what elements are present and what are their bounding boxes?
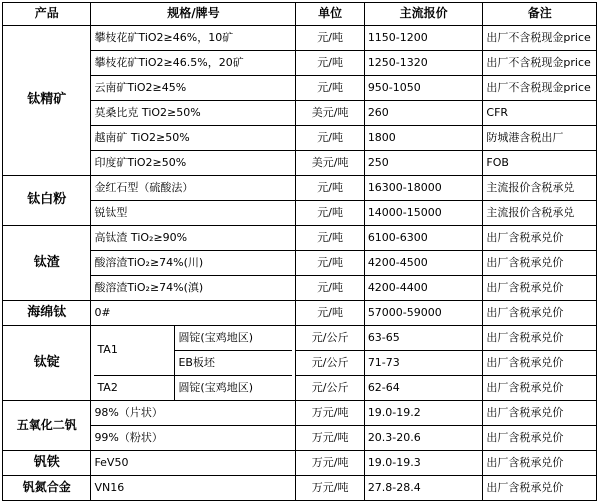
table-row [3,226,597,251]
price-cell: 4200-4400 [364,276,483,301]
table-header-row [3,3,597,26]
price-cell: 1150-1200 [364,26,483,51]
price-cell: 14000-15000 [364,201,483,226]
category-cell: 钛渣 [3,226,91,301]
price-cell: 62-64 [364,376,483,401]
price-cell: 950-1050 [364,76,483,101]
note-cell: 出厂含税承兑价 [483,276,597,301]
price-cell: 260 [364,101,483,126]
spec-cell: 越南矿 TiO2≥50% [91,126,296,151]
table-row [3,126,597,151]
price-cell: 19.0-19.2 [364,401,483,426]
table-row [3,26,597,51]
category-cell: 钛锭 [3,326,91,401]
header-product: 产品 [3,3,91,26]
category-cell: 钒铁 [3,451,91,476]
price-cell: 27.8-28.4 [364,476,483,501]
table-row [3,451,597,476]
unit-cell: 元/吨 [296,51,364,76]
note-cell: 出厂含税承兑价 [483,251,597,276]
price-cell: 4200-4500 [364,251,483,276]
spec-cell: 圆锭(宝鸡地区) [175,326,293,351]
spec-cell: 印度矿TiO2≥50% [91,151,296,176]
unit-cell: 元/吨 [296,126,364,151]
price-cell: 63-65 [364,326,483,351]
spec-cell: 98%（片状） [91,401,296,426]
table-row [3,426,597,451]
table-row [3,201,597,226]
spec-cell: FeV50 [91,451,296,476]
note-cell: 出厂含税承兑价 [483,476,597,501]
price-cell: 71-73 [364,351,483,376]
table-row [3,301,597,326]
note-cell: 出厂含税承兑价 [483,351,597,376]
spec-cell: 圆锭(宝鸡地区) [178,380,254,394]
note-cell: 主流报价含税承兑 [483,176,597,201]
table-row [3,276,597,301]
unit-cell: 元/吨 [296,276,364,301]
note-cell: 出厂含税承兑价 [483,326,597,351]
table-row [3,476,597,501]
price-cell: 1250-1320 [364,51,483,76]
category-cell: 钛精矿 [3,26,91,176]
grade-cell: TA2 [94,376,175,401]
price-table [2,2,597,501]
unit-cell: 万元/吨 [296,476,364,501]
note-cell: FOB [483,151,597,176]
header-spec: 规格/牌号 [91,3,296,26]
table-row [3,151,597,176]
note-cell: CFR [483,101,597,126]
price-cell: 6100-6300 [364,226,483,251]
table-row [3,326,597,351]
grade-cell: TA1 [94,326,175,376]
price-cell: 20.3-20.6 [364,426,483,451]
table-row [3,401,597,426]
note-cell: 出厂不含税现金price [483,26,597,51]
note-cell: 防城港含税出厂 [483,126,597,151]
category-cell: 海绵钛 [3,301,91,326]
unit-cell: 元/公斤 [296,351,364,376]
category-cell: 钒氮合金 [3,476,91,501]
note-cell: 主流报价含税承兑 [483,201,597,226]
spec-cell: 攀枝花矿TiO2≥46%，10矿 [91,26,296,51]
unit-cell: 元/吨 [296,176,364,201]
header-unit: 单位 [296,3,364,26]
category-cell: 五氧化二钒 [3,401,91,451]
note-cell: 出厂含税承兑价 [483,451,597,476]
unit-cell: 元/吨 [296,201,364,226]
header-note: 备注 [483,3,597,26]
unit-cell: 元/吨 [296,301,364,326]
unit-cell: 元/吨 [296,76,364,101]
table-row [3,51,597,76]
note-cell: 出厂含税承兑价 [483,426,597,451]
unit-cell: 万元/吨 [296,426,364,451]
grade-row [94,376,292,401]
note-cell: 出厂含税承兑价 [483,301,597,326]
unit-cell: 元/吨 [296,251,364,276]
price-cell: 16300-18000 [364,176,483,201]
spec-cell: 锐钛型 [91,201,296,226]
header-price: 主流报价 [364,3,483,26]
note-cell: 出厂不含税现金price [483,51,597,76]
price-cell: 57000-59000 [364,301,483,326]
price-cell: 1800 [364,126,483,151]
spec-cell: 99%（粉状） [91,426,296,451]
unit-cell: 美元/吨 [296,151,364,176]
table-row [3,176,597,201]
price-sheet [2,2,599,501]
price-cell: 19.0-19.3 [364,451,483,476]
price-cell: 250 [364,151,483,176]
spec-cell: 0# [91,301,296,326]
spec-cell: VN16 [91,476,296,501]
unit-cell: 元/吨 [296,226,364,251]
note-cell: 出厂含税承兑价 [483,226,597,251]
grade-row [94,326,292,351]
spec-cell: 云南矿TiO2≥45% [91,76,296,101]
grade-spec-table [94,326,292,400]
spec-cell: 莫桑比克 TiO2≥50% [91,101,296,126]
unit-cell: 万元/吨 [296,401,364,426]
spec-cell: 酸溶渣TiO₂≥74%(川) [91,251,296,276]
spec-cell: 金红石型（硫酸法） [91,176,296,201]
spec-cell: EB板坯 [175,351,293,376]
table-row [3,101,597,126]
unit-cell: 元/公斤 [296,376,364,401]
unit-cell: 万元/吨 [296,451,364,476]
spec-cell: 攀枝花矿TiO2≥46.5%，20矿 [91,51,296,76]
spec-cell: 高钛渣 TiO₂≥90% [91,226,296,251]
spec-cell: 酸溶渣TiO₂≥74%(滇) [91,276,296,301]
unit-cell: 元/吨 [296,26,364,51]
table-row [3,76,597,101]
note-cell: 出厂含税承兑价 [483,401,597,426]
category-cell: 钛白粉 [3,176,91,226]
table-row [3,251,597,276]
unit-cell: 元/公斤 [296,326,364,351]
note-cell: 出厂含税承兑价 [483,376,597,401]
note-cell: 出厂不含税现金price [483,76,597,101]
spec-group-cell [91,326,296,401]
unit-cell: 美元/吨 [296,101,364,126]
